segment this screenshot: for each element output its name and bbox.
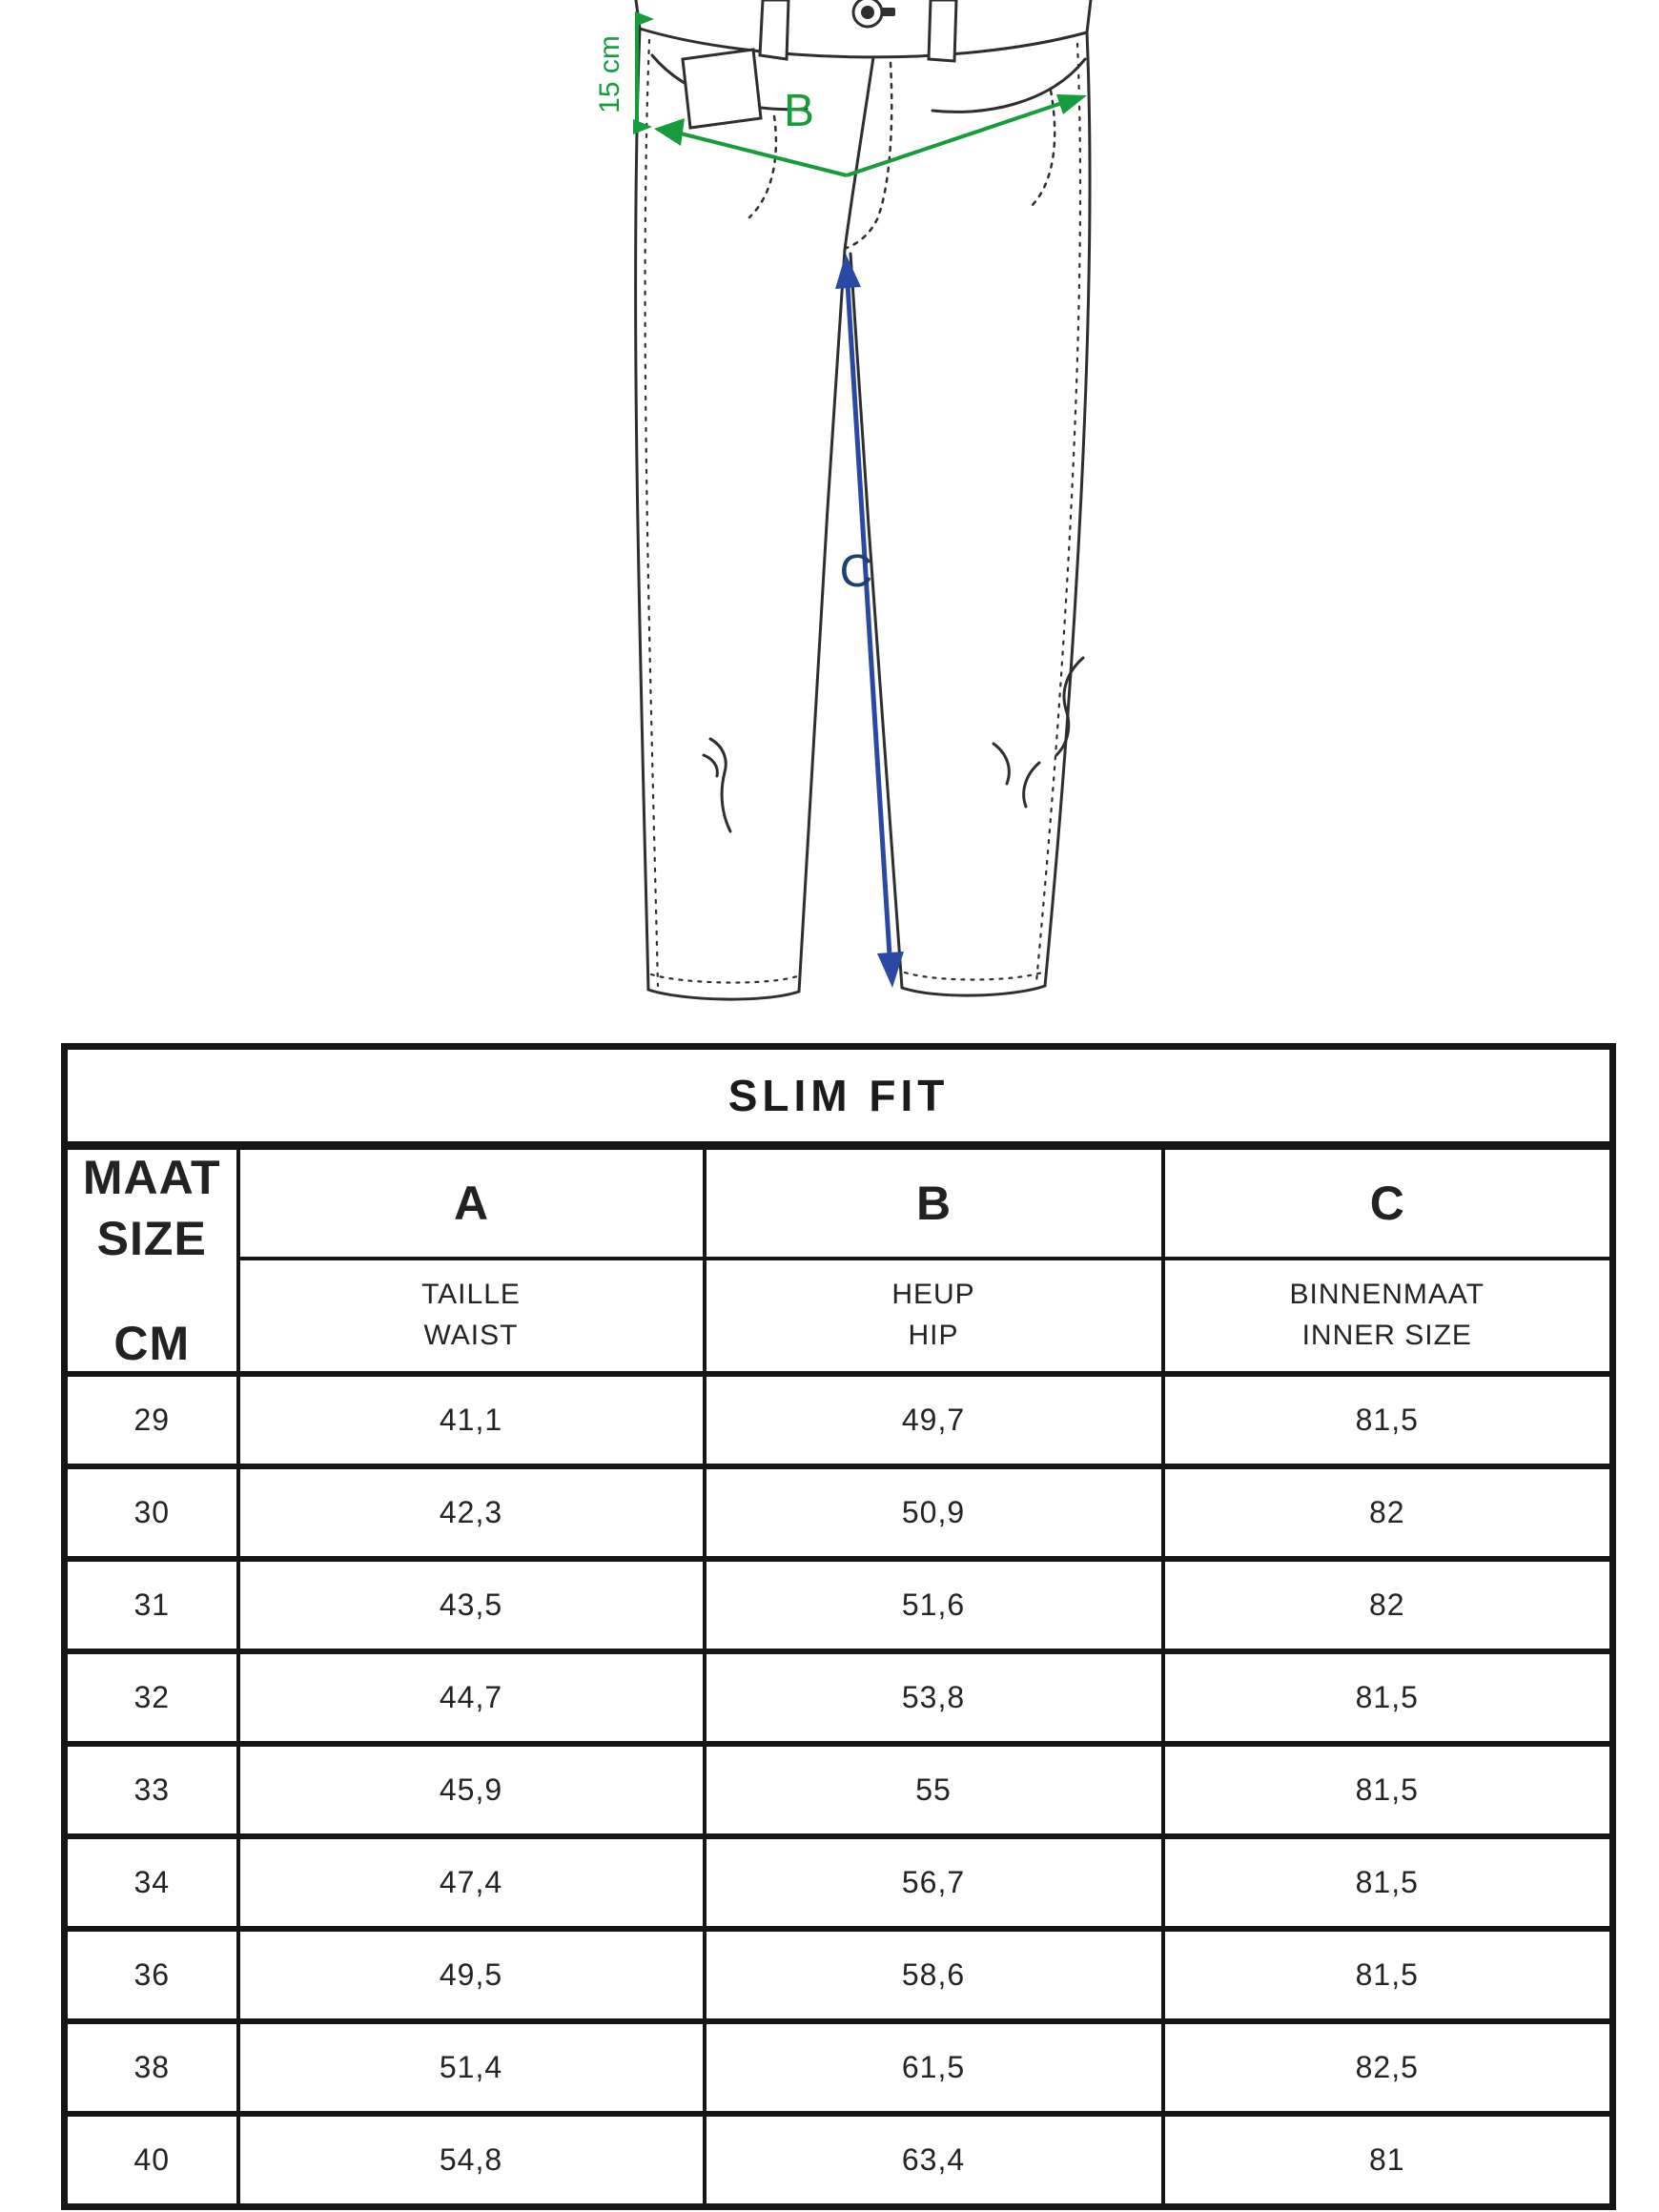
wrinkle bbox=[1024, 763, 1039, 807]
left-pocket-bag-stitch bbox=[749, 116, 776, 217]
waist-cell: 51,4 bbox=[238, 2021, 705, 2114]
size-row bbox=[65, 2021, 1613, 2114]
column-label-inner-size bbox=[1163, 1259, 1613, 1374]
right-outseam bbox=[1045, 32, 1090, 986]
hip-cell: 56,7 bbox=[705, 1836, 1163, 1929]
size-row bbox=[65, 1466, 1613, 1559]
column-label-waist bbox=[238, 1259, 705, 1374]
size-row bbox=[65, 1744, 1613, 1836]
size-table-wrap bbox=[61, 1043, 1609, 2210]
wrinkle bbox=[710, 739, 726, 772]
size-row bbox=[65, 1374, 1613, 1466]
waist-cell: 45,9 bbox=[238, 1744, 705, 1836]
column-key-b: B bbox=[705, 1146, 1163, 1259]
inner-size-cell: 82 bbox=[1163, 1466, 1613, 1559]
left-hem-stitch bbox=[651, 974, 797, 983]
arrowhead-up-icon bbox=[835, 254, 861, 289]
table-header-row bbox=[65, 1146, 1613, 1259]
hip-cell: 51,6 bbox=[705, 1559, 1163, 1651]
wrinkle bbox=[993, 744, 1009, 784]
waist-cell: 43,5 bbox=[238, 1559, 705, 1651]
front-rise bbox=[845, 57, 873, 250]
coin-pocket bbox=[683, 50, 761, 128]
label-en: INNER SIZE bbox=[1301, 1319, 1472, 1351]
wrinkle bbox=[722, 772, 730, 831]
arrowhead-right-icon bbox=[1056, 94, 1087, 114]
wrinkle bbox=[704, 755, 717, 776]
hip-measure-label: B bbox=[783, 86, 815, 136]
inner-size-cell: 81,5 bbox=[1163, 1651, 1613, 1744]
column-key-a: A bbox=[238, 1146, 705, 1259]
label-nl: TAILLE bbox=[421, 1279, 521, 1311]
label-en: WAIST bbox=[423, 1319, 519, 1351]
waist-button-center bbox=[861, 6, 874, 19]
right-inseam bbox=[850, 254, 902, 988]
size-table bbox=[61, 1043, 1616, 2210]
hip-cell: 63,4 bbox=[705, 2114, 1163, 2207]
pants-sketch-svg bbox=[0, 0, 1659, 1043]
size-row bbox=[65, 1929, 1613, 2021]
inner-size-cell: 81,5 bbox=[1163, 1374, 1613, 1466]
inner-size-cell: 81,5 bbox=[1163, 1929, 1613, 2021]
size-cell: 36 bbox=[65, 1929, 238, 2021]
hip-cell: 49,7 bbox=[705, 1374, 1163, 1466]
size-row bbox=[65, 1559, 1613, 1651]
inner-size-cell: 81,5 bbox=[1163, 1744, 1613, 1836]
right-hem-stitch bbox=[905, 973, 1042, 980]
waist-cell: 44,7 bbox=[238, 1651, 705, 1744]
size-row bbox=[65, 1836, 1613, 1929]
inner-size-cell: 82,5 bbox=[1163, 2021, 1613, 2114]
inner-size-cell: 81 bbox=[1163, 2114, 1613, 2207]
size-cell: 31 bbox=[65, 1559, 238, 1651]
table-label-row bbox=[65, 1259, 1613, 1374]
label-en: HIP bbox=[908, 1319, 959, 1351]
label-nl: BINNENMAAT bbox=[1289, 1279, 1485, 1311]
size-header-nl: MAAT bbox=[82, 1151, 221, 1204]
table-title: SLIM FIT bbox=[65, 1047, 1613, 1146]
column-key-c: C bbox=[1163, 1146, 1613, 1259]
size-cell: 30 bbox=[65, 1466, 238, 1559]
inner-size-cell: 82 bbox=[1163, 1559, 1613, 1651]
offset-measure-label: 15 cm bbox=[594, 35, 625, 113]
size-cell: 40 bbox=[65, 2114, 238, 2207]
hip-cell: 50,9 bbox=[705, 1466, 1163, 1559]
waist-cell: 49,5 bbox=[238, 1929, 705, 2021]
hip-cell: 53,8 bbox=[705, 1651, 1163, 1744]
waist-button-shank bbox=[881, 8, 895, 16]
belt-loop bbox=[760, 0, 789, 59]
waistband-right-edge bbox=[1087, 0, 1091, 32]
inner-size-cell: 81,5 bbox=[1163, 1836, 1613, 1929]
size-row bbox=[65, 1651, 1613, 1744]
size-cell: 34 bbox=[65, 1836, 238, 1929]
hip-cell: 55 bbox=[705, 1744, 1163, 1836]
size-cell: 29 bbox=[65, 1374, 238, 1466]
pants-diagram bbox=[0, 0, 1659, 1043]
hip-cell: 61,5 bbox=[705, 2021, 1163, 2114]
left-outseam bbox=[636, 29, 648, 990]
inner-measure-label: C bbox=[839, 546, 873, 597]
left-inseam bbox=[799, 250, 845, 992]
size-header-en: SIZE bbox=[96, 1212, 207, 1265]
waist-cell: 41,1 bbox=[238, 1374, 705, 1466]
left-outseam-stitch bbox=[645, 40, 658, 986]
waist-cell: 47,4 bbox=[238, 1836, 705, 1929]
size-unit-label: CM bbox=[113, 1317, 191, 1370]
belt-loop bbox=[929, 0, 956, 61]
size-cell: 33 bbox=[65, 1744, 238, 1836]
waist-cell: 54,8 bbox=[238, 2114, 705, 2207]
waistband-bottom bbox=[640, 29, 1087, 57]
table-title-row bbox=[65, 1047, 1613, 1146]
label-nl: HEUP bbox=[891, 1279, 975, 1311]
arrowhead-right-icon bbox=[635, 11, 654, 27]
left-hem bbox=[648, 990, 799, 999]
arrowhead-right-icon bbox=[633, 119, 652, 134]
right-hem bbox=[902, 986, 1045, 995]
size-cell: 38 bbox=[65, 2021, 238, 2114]
waist-cell: 42,3 bbox=[238, 1466, 705, 1559]
size-unit-header-cell bbox=[65, 1146, 238, 1375]
hip-cell: 58,6 bbox=[705, 1929, 1163, 2021]
size-cell: 32 bbox=[65, 1651, 238, 1744]
size-row bbox=[65, 2114, 1613, 2207]
column-label-hip bbox=[705, 1259, 1163, 1374]
wrinkle bbox=[1064, 658, 1083, 709]
